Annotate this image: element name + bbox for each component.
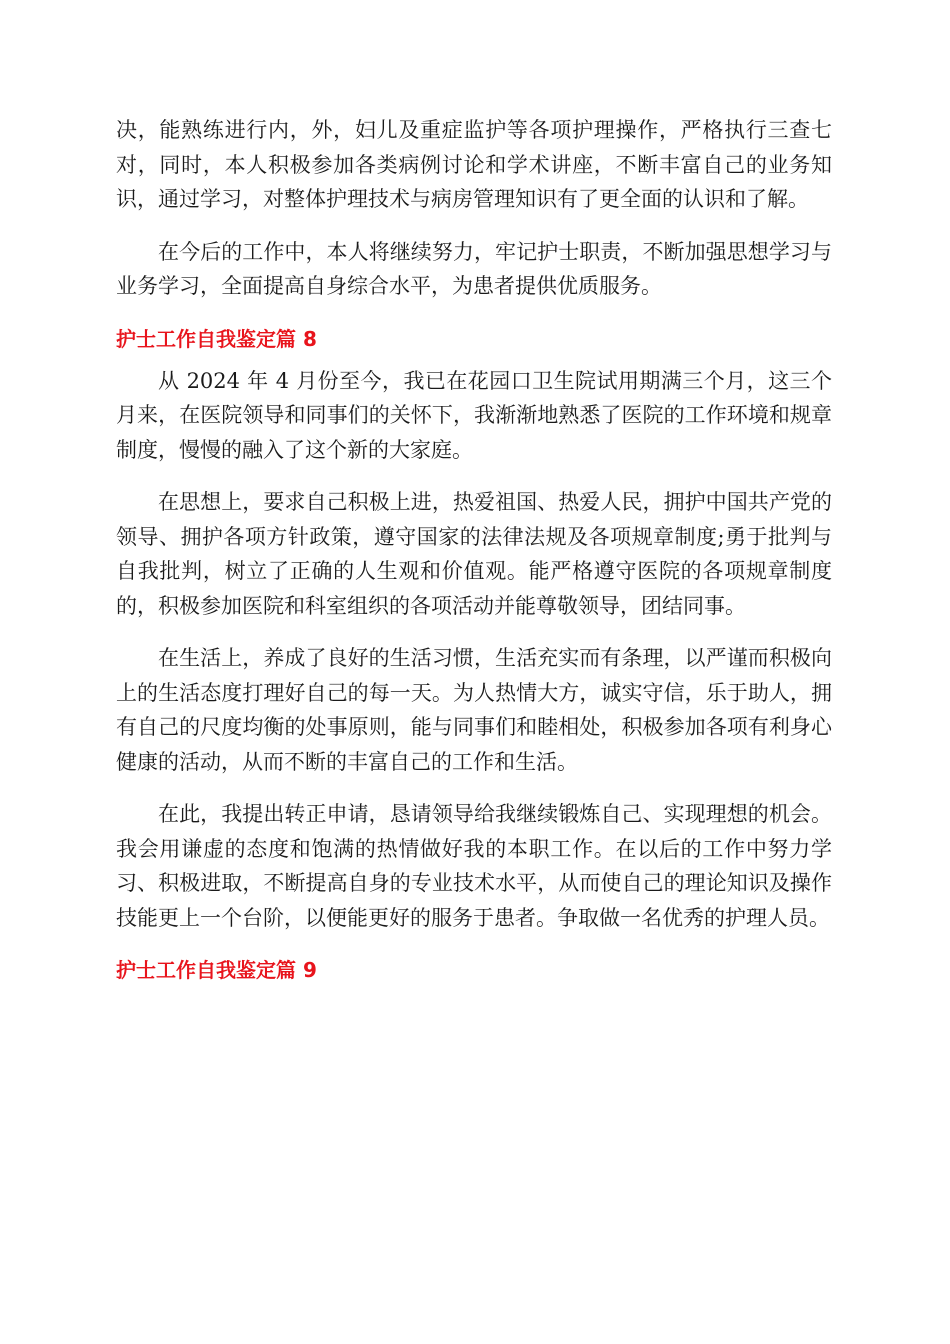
paragraph-ideology: 在思想上，要求自己积极上进，热爱祖国、热爱人民，拥护中国共产党的领导、拥护各项方针政策，遵守国家的法律法规及各项规章制度;勇于批判与自我批判，树立了正确的人生观和价值观。能严格遵守医院的各项规章制度的，积极参加医院和科室组织的各项活动并能尊敬领导，团结同事。 — [116, 490, 832, 618]
paragraph-continuation: 决，能熟练进行内，外，妇儿及重症监护等各项护理操作，严格执行三查七对，同时，本人积极参加各类病例讨论和学术讲座，不断丰富自己的业务知识，通过学习，对整体护理技术与病房管理知识有了更全面的认识和了解。 — [116, 118, 832, 211]
paragraph-future-work: 在今后的工作中，本人将继续努力，牢记护士职责，不断加强思想学习与业务学习，全面提高自身综合水平，为患者提供优质服务。 — [116, 239, 832, 298]
document-page — [116, 113, 832, 995]
paragraph-probation: 从 2024 年 4 月份至今，我已在花园口卫生院试用期满三个月，这三个月来，在医院领导和同事们的关怀下，我渐渐地熟悉了医院的工作环境和规章制度，慢慢的融入了这个新的大家庭。 — [116, 368, 832, 462]
section-heading-9: 护士工作自我鉴定篇 9 — [116, 958, 317, 982]
paragraph-application: 在此，我提出转正申请，恳请领导给我继续锻炼自己、实现理想的机会。我会用谦虚的态度和饱满的热情做好我的本职工作。在以后的工作中努力学习、积极进取，不断提高自身的专业技术水平，从而使自己的理论知识及操作技能更上一个台阶，以便能更好的服务于患者。争取做一名优秀的护理人员。 — [116, 802, 832, 930]
paragraph-life: 在生活上，养成了良好的生活习惯，生活充实而有条理，以严谨而积极向上的生活态度打理好自己的每一天。为人热情大方，诚实守信，乐于助人，拥有自己的尺度均衡的处事原则，能与同事们和睦相处，积极参加各项有利身心健康的活动，从而不断的丰富自己的工作和生活。 — [116, 646, 832, 774]
section-heading-8: 护士工作自我鉴定篇 8 — [116, 326, 317, 351]
